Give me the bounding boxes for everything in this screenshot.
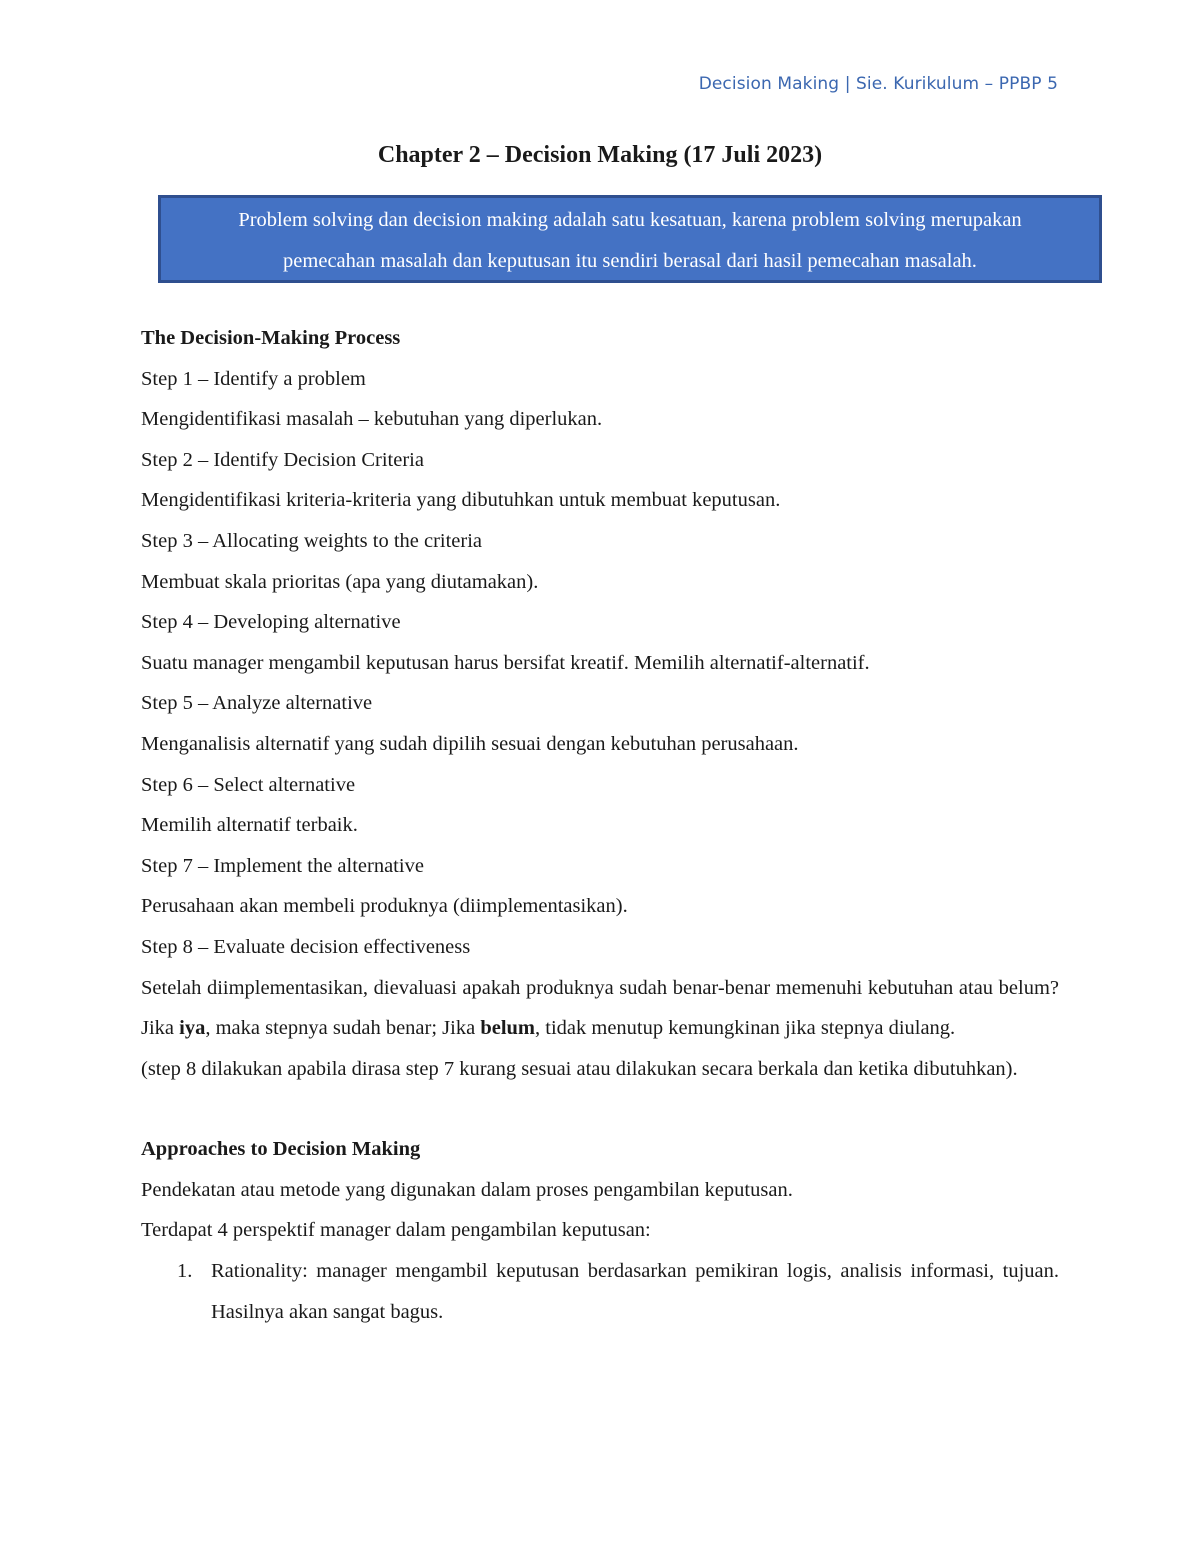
step-title: Step 1 – Identify a problem xyxy=(141,367,366,390)
list-text: Rationality: manager mengambil keputusan berdasarkan pemikiran logis, analisis informasi, tujuan. Hasilnya akan sangat bagus. xyxy=(211,1260,1059,1323)
step-description: Suatu manager mengambil keputusan harus bersifat kreatif. Memilih alternatif-alternatif. xyxy=(141,651,870,674)
step-8-bold-yes: iya xyxy=(179,1017,206,1040)
approaches-intro: Pendekatan atau metode yang digunakan dalam proses pengambilan keputusan. xyxy=(141,1178,793,1201)
step-title: Step 5 – Analyze alternative xyxy=(141,692,373,715)
approaches-heading: Approaches to Decision Making xyxy=(141,1138,421,1161)
perspectives-intro: Terdapat 4 perspektif manager dalam pengambilan keputusan: xyxy=(141,1219,651,1242)
step-title: Step 6 – Select alternative xyxy=(141,773,356,796)
step-8-text-1: Setelah diimplementasikan, dievaluasi apakah produknya sudah benar-benar memenuhi kebutuhan atau belum? Jika xyxy=(141,976,1059,1040)
step-8-text-2: , maka stepnya sudah benar; Jika xyxy=(205,1017,481,1040)
step-title: Step 2 – Identify Decision Criteria xyxy=(141,448,424,471)
document-body xyxy=(141,318,1059,1332)
callout-line-1: Problem solving dan decision making adalah satu kesatuan, karena problem solving merupakan xyxy=(238,209,1022,231)
running-header: Decision Making | Sie. Kurikulum – PPBP 5 xyxy=(698,74,1058,94)
step-title: Step 4 – Developing alternative xyxy=(141,611,401,634)
step-title: Step 3 – Allocating weights to the criteria xyxy=(141,529,483,552)
step-8-description xyxy=(141,968,1059,1049)
step-8-text-3: , tidak menutup kemungkinan jika stepnya diulang. xyxy=(535,1017,956,1040)
step-description: Membuat skala prioritas (apa yang diutamakan). xyxy=(141,570,539,593)
step-description: Memilih alternatif terbaik. xyxy=(141,814,358,837)
step-description: Perusahaan akan membeli produknya (diimplementasikan). xyxy=(141,895,628,918)
summary-callout xyxy=(158,195,1102,283)
chapter-title: Chapter 2 – Decision Making (17 Juli 2023) xyxy=(377,142,823,168)
section-spacer xyxy=(141,1089,1059,1129)
step-description: Mengidentifikasi kriteria-kriteria yang dibutuhkan untuk membuat keputusan. xyxy=(141,489,781,512)
step-8-note: (step 8 dilakukan apabila dirasa step 7 kurang sesuai atau dilakukan secara berkala dan ketika dibutuhkan). xyxy=(141,1057,1018,1080)
step-title: Step 8 – Evaluate decision effectiveness xyxy=(141,935,471,958)
process-heading: The Decision-Making Process xyxy=(141,327,401,349)
step-title: Step 7 – Implement the alternative xyxy=(141,854,424,877)
callout-line-2: pemecahan masalah dan keputusan itu sendiri berasal dari hasil pemecahan masalah. xyxy=(283,250,977,272)
step-description: Menganalisis alternatif yang sudah dipilih sesuai dengan kebutuhan perusahaan. xyxy=(141,732,799,755)
step-8-bold-no: belum xyxy=(480,1017,536,1040)
list-number: 1. xyxy=(177,1260,193,1283)
step-description: Mengidentifikasi masalah – kebutuhan yang diperlukan. xyxy=(141,408,603,431)
list-item xyxy=(141,1251,1059,1332)
